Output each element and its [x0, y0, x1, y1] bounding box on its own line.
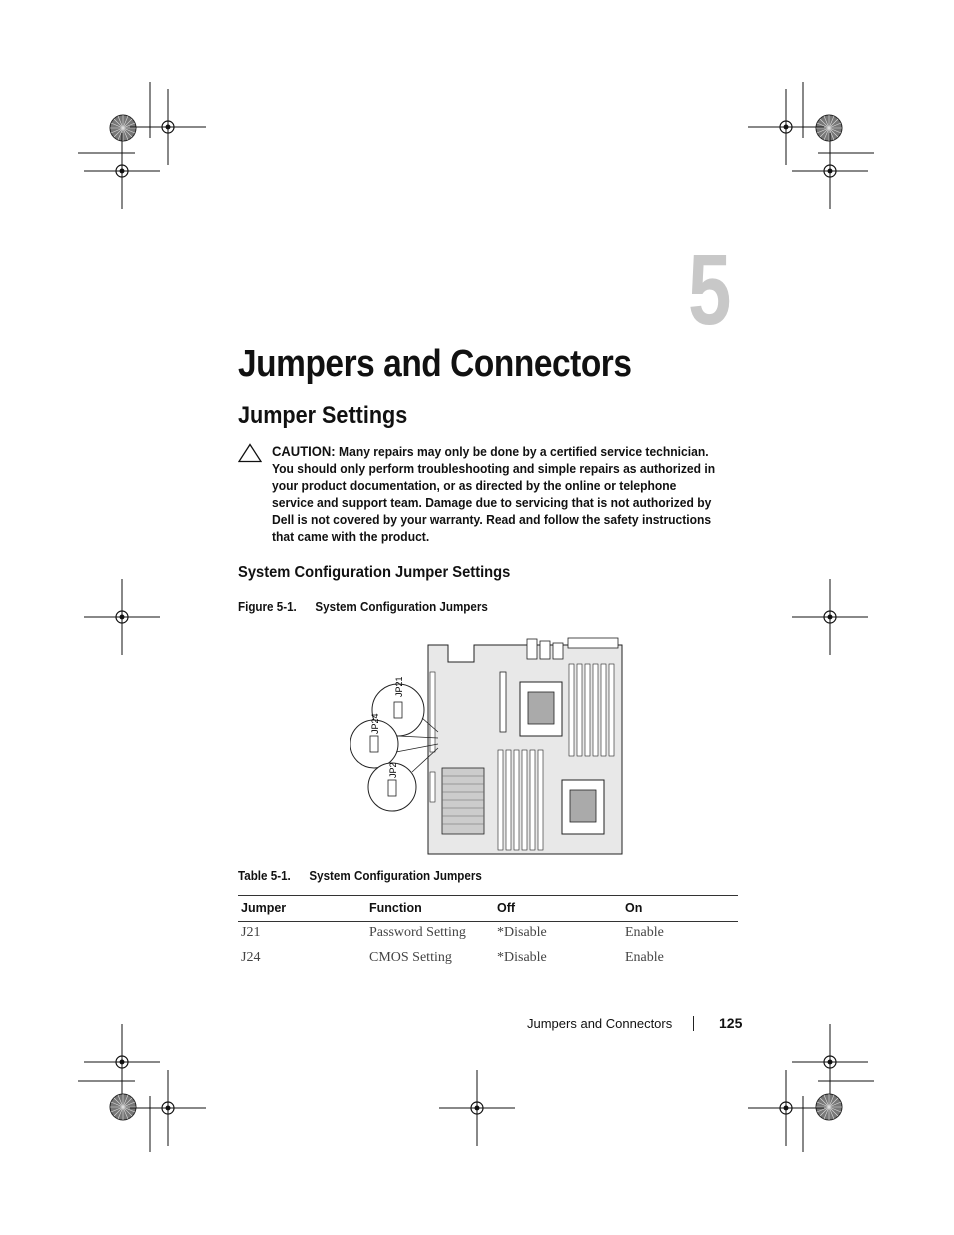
caution-label: CAUTION: — [272, 443, 336, 459]
header-on: On — [622, 896, 738, 922]
table-caption — [238, 870, 482, 883]
section-title: Jumper Settings — [238, 402, 408, 429]
cell-function: CMOS Setting — [369, 950, 452, 965]
callout-jp21: JP21 — [394, 676, 404, 697]
table-number: Table 5-1. — [238, 869, 291, 883]
cell-on: Enable — [625, 950, 664, 965]
cell-jumper: J24 — [241, 950, 261, 965]
chapter-number: 5 — [688, 234, 732, 346]
running-footer-title: Jumpers and Connectors — [527, 1016, 673, 1031]
cell-off: *Disable — [497, 950, 547, 965]
motherboard-diagram — [350, 632, 630, 862]
table-caption-text: System Configuration Jumpers — [309, 869, 482, 883]
callout-jp2: JP2 — [388, 762, 398, 778]
callout-jp24: JP24 — [370, 713, 380, 734]
chapter-title: Jumpers and Connectors — [238, 343, 632, 385]
page-number: 125 — [719, 1015, 743, 1031]
table-row — [238, 922, 738, 948]
header-jumper: Jumper — [238, 896, 366, 922]
table-row — [238, 947, 738, 972]
table-header-row — [238, 896, 738, 922]
figure-number: Figure 5-1. — [238, 600, 297, 614]
cell-function: Password Setting — [369, 925, 466, 940]
header-off: Off — [494, 896, 622, 922]
subsection-title: System Configuration Jumper Settings — [238, 564, 511, 581]
caution-body: Many repairs may only be done by a certified service technician. You should only perform troubleshooting and simple repairs as authorized in your product documentation, or as directed by the online or telephone service and support team. Damage due to servicing that is not authorized by Dell is not covered by your warranty. Read and follow the safety instructions that came with the product. — [272, 444, 716, 544]
header-function: Function — [366, 896, 494, 922]
cell-on: Enable — [625, 925, 664, 940]
caution-notice — [272, 443, 718, 545]
warning-triangle-icon — [238, 443, 262, 463]
figure-caption — [238, 601, 488, 614]
cell-jumper: J21 — [241, 925, 261, 940]
footer-divider — [693, 1016, 694, 1031]
figure-caption-text: System Configuration Jumpers — [315, 600, 488, 614]
cell-off: *Disable — [497, 925, 547, 940]
jumper-settings-table — [238, 895, 738, 972]
